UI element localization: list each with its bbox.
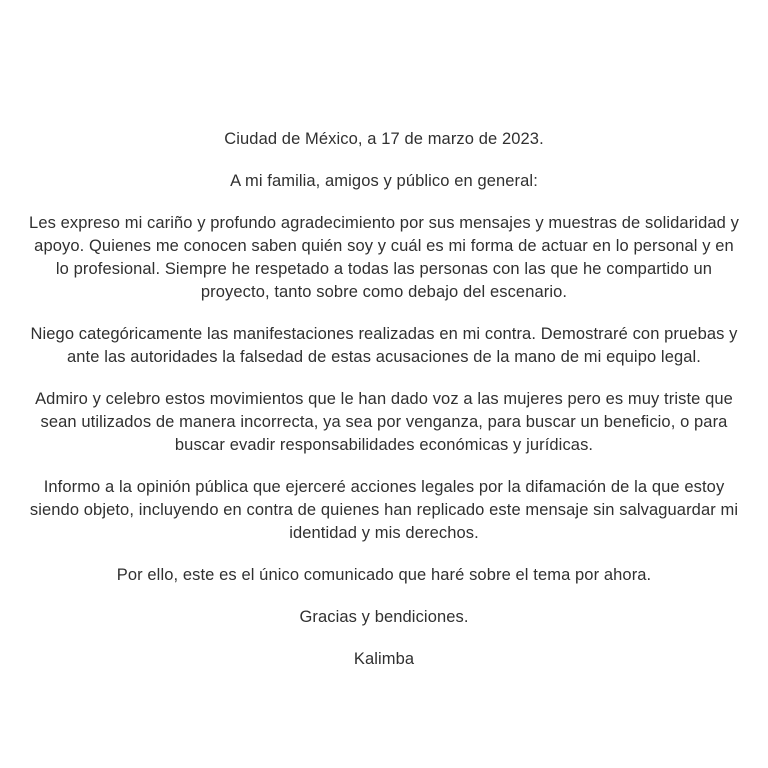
paragraph-denial: Niego categóricamente las manifestaciones realizadas en mi contra. Demostraré con pruebas y ante las autoridades la falsedad de estas acusaciones de la mano de mi equipo legal. xyxy=(30,325,738,366)
salutation: A mi familia, amigos y público en general: xyxy=(230,172,538,190)
statement-letter xyxy=(26,128,742,671)
paragraph-only-statement: Por ello, este es el único comunicado que haré sobre el tema por ahora. xyxy=(116,566,652,584)
paragraph-gratitude: Les expreso mi cariño y profundo agradecimiento por sus mensajes y muestras de solidaridad y apoyo. Quienes me conocen saben quién soy y cuál es mi forma de actuar en lo personal y en lo profesional. Siempre he respetado a todas las personas con las que he compartido un proyecto, tanto sobre como debajo del escenario. xyxy=(29,214,739,301)
paragraph-legal-action: Informo a la opinión pública que ejerceré acciones legales por la difamación de la que estoy siendo objeto, incluyendo en contra de quienes han replicado este mensaje sin salvaguardar mi identidad y mis derechos. xyxy=(29,478,739,542)
dateline: Ciudad de México, a 17 de marzo de 2023. xyxy=(224,130,544,148)
signature: Kalimba xyxy=(353,650,415,668)
paragraph-movements: Admiro y celebro estos movimientos que le han dado voz a las mujeres pero es muy triste que sean utilizados de manera incorrecta, ya sea por venganza, para buscar un beneficio, o para buscar evadir responsabilidades económicas y jurídicas. xyxy=(35,390,733,454)
closing: Gracias y bendiciones. xyxy=(299,608,469,626)
